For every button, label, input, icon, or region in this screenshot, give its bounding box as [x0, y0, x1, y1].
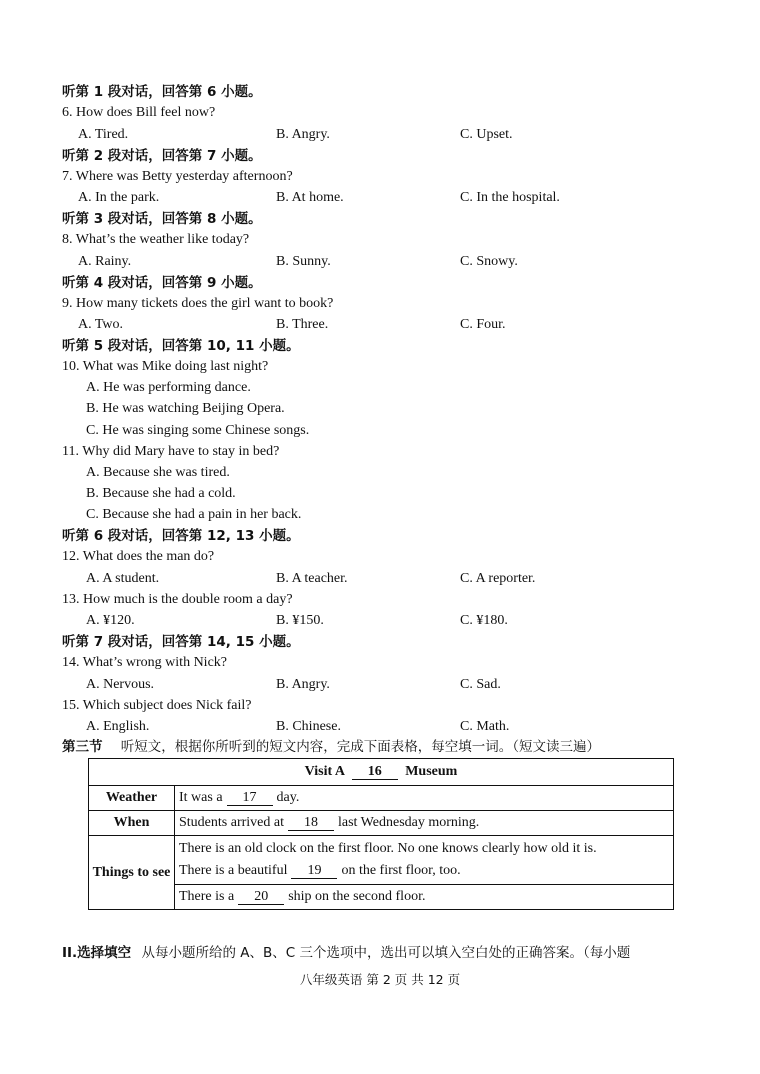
option-b[interactable]: B. Sunny. [276, 254, 331, 269]
dialogue-4-instruction: 听第 4 段对话，回答第 9 小题。 [62, 275, 262, 291]
option-a[interactable]: A. ¥120. [86, 613, 135, 628]
question-8: 8. What’s the weather like today? [62, 232, 250, 247]
question-15: 15. Which subject does Nick fail? [62, 698, 252, 713]
question-12: 12. What does the man do? [62, 549, 215, 564]
option-b[interactable]: B. Three. [276, 317, 329, 332]
option-c[interactable]: C. Upset. [460, 127, 513, 142]
when-cell [175, 811, 674, 836]
part3-heading: 第三节 [62, 739, 103, 755]
question-11-option-b[interactable]: B. Because she had a cold. [86, 486, 236, 501]
blank-19[interactable]: 19 [291, 863, 337, 879]
dialogue-5-instruction: 听第 5 段对话，回答第 10, 11 小题。 [62, 338, 300, 354]
question-10: 10. What was Mike doing last night? [62, 359, 269, 374]
option-a[interactable]: A. A student. [86, 571, 160, 586]
things-line-1: There is an old clock on the first floor. No one knows clearly how old it is. [179, 841, 597, 856]
question-6-options [78, 126, 718, 144]
section2-heading: II.选择填空 [62, 945, 132, 961]
question-13-options [86, 612, 726, 630]
table-row-things-2 [89, 885, 674, 910]
blank-16[interactable]: 16 [352, 764, 398, 780]
question-13: 13. How much is the double room a day? [62, 592, 293, 607]
part3-heading-line [62, 738, 600, 756]
option-b[interactable]: B. A teacher. [276, 571, 348, 586]
dialogue-2-instruction: 听第 2 段对话，回答第 7 小题。 [62, 148, 262, 164]
option-c[interactable]: C. In the hospital. [460, 190, 560, 205]
when-text-pre: Students arrived at [179, 815, 284, 830]
weather-label: Weather [89, 786, 175, 811]
question-9-options [78, 316, 718, 334]
blank-17[interactable]: 17 [227, 790, 273, 806]
question-10-option-a[interactable]: A. He was performing dance. [86, 380, 251, 395]
option-b[interactable]: B. Chinese. [276, 719, 341, 734]
question-10-option-c[interactable]: C. He was singing some Chinese songs. [86, 423, 310, 438]
option-c[interactable]: C. Math. [460, 719, 510, 734]
section2-text: 从每小题所给的 A、B、C 三个选项中，选出可以填入空白处的正确答案。（每小题 [141, 945, 631, 961]
question-11: 11. Why did Mary have to stay in bed? [62, 444, 280, 459]
option-b[interactable]: B. Angry. [276, 677, 330, 692]
blank-18[interactable]: 18 [288, 815, 334, 831]
things-line-3-post: ship on the second floor. [288, 889, 426, 904]
things-line-2 [179, 860, 669, 882]
question-9: 9. How many tickets does the girl want to book? [62, 296, 334, 311]
things-cell-2 [175, 885, 674, 910]
option-b[interactable]: B. ¥150. [276, 613, 324, 628]
option-a[interactable]: A. Tired. [78, 127, 129, 142]
question-6: 6. How does Bill feel now? [62, 105, 216, 120]
dialogue-3-instruction: 听第 3 段对话，回答第 8 小题。 [62, 211, 262, 227]
question-14: 14. What’s wrong with Nick? [62, 655, 227, 670]
option-c[interactable]: C. Four. [460, 317, 506, 332]
table-row-things-1 [89, 836, 674, 885]
option-a[interactable]: A. Rainy. [78, 254, 132, 269]
option-a[interactable]: A. Two. [78, 317, 124, 332]
things-line-2-pre: There is a beautiful [179, 863, 288, 878]
dialogue-6-instruction: 听第 6 段对话，回答第 12, 13 小题。 [62, 528, 300, 544]
option-a[interactable]: A. In the park. [78, 190, 160, 205]
question-7: 7. Where was Betty yesterday afternoon? [62, 169, 293, 184]
title-text-pre: Visit A [304, 764, 345, 779]
part3-instruction: 听短文，根据你所听到的短文内容，完成下面表格，每空填一词。（短文读三遍） [120, 739, 601, 755]
table-row-when [89, 811, 674, 836]
option-c[interactable]: C. Sad. [460, 677, 501, 692]
question-12-options [86, 570, 726, 588]
question-10-option-b[interactable]: B. He was watching Beijing Opera. [86, 401, 285, 416]
when-text-post: last Wednesday morning. [337, 815, 480, 830]
option-b[interactable]: B. Angry. [276, 127, 330, 142]
when-label: When [89, 811, 175, 836]
blank-20[interactable]: 20 [238, 889, 284, 905]
dialogue-1-instruction: 听第 1 段对话，回答第 6 小题。 [62, 84, 262, 100]
weather-cell [175, 786, 674, 811]
weather-text-pre: It was a [179, 790, 223, 805]
table-row-weather [89, 786, 674, 811]
page-footer: 八年级英语 第 2 页 共 12 页 [299, 972, 461, 987]
option-b[interactable]: B. At home. [276, 190, 344, 205]
question-15-options [86, 718, 726, 736]
section2-line [62, 944, 630, 962]
option-a[interactable]: A. Nervous. [86, 677, 155, 692]
question-11-option-c[interactable]: C. Because she had a pain in her back. [86, 507, 302, 522]
things-line-2-post: on the first floor, too. [341, 863, 461, 878]
dialogue-7-instruction: 听第 7 段对话，回答第 14, 15 小题。 [62, 634, 300, 650]
option-a[interactable]: A. English. [86, 719, 150, 734]
question-8-options [78, 253, 718, 271]
table-title [89, 759, 674, 786]
title-text-post: Museum [405, 764, 458, 779]
things-label: Things to see [89, 836, 175, 910]
table-title-row [89, 759, 674, 786]
option-c[interactable]: C. A reporter. [460, 571, 536, 586]
weather-text-post: day. [276, 790, 300, 805]
option-c[interactable]: C. Snowy. [460, 254, 518, 269]
question-11-option-a[interactable]: A. Because she was tired. [86, 465, 230, 480]
things-cell-1 [175, 836, 674, 885]
question-14-options [86, 676, 726, 694]
question-7-options [78, 189, 718, 207]
option-c[interactable]: C. ¥180. [460, 613, 508, 628]
museum-table [88, 758, 674, 910]
things-line-3-pre: There is a [179, 889, 235, 904]
